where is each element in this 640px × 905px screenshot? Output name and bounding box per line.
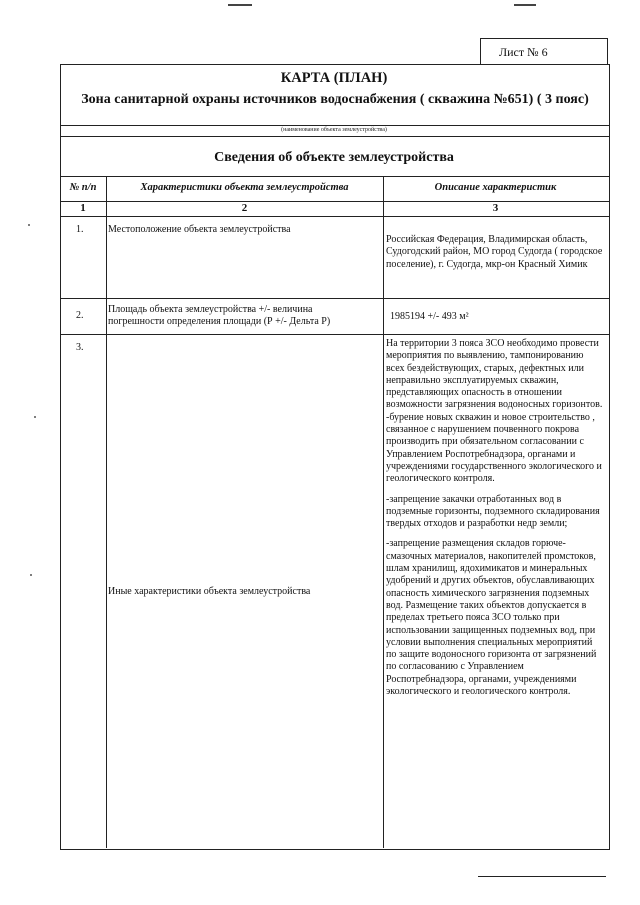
object-caption: (наименование объекта землеустройства)	[281, 127, 387, 133]
row-3-description	[386, 338, 604, 698]
column-number-3: 3	[492, 202, 499, 214]
row-1-description	[386, 234, 606, 271]
margin-speck	[30, 574, 32, 576]
row-2-description-text: 1985194 +/- 493 м²	[390, 311, 469, 322]
document-title: КАРТА (ПЛАН)	[280, 70, 388, 86]
caption-rule-bottom	[60, 136, 609, 137]
row-3-characteristic: Иные характеристики объекта землеустройства	[108, 586, 311, 597]
header-description: Описание характеристик	[434, 182, 557, 193]
caption-rule-top	[60, 125, 609, 126]
table-rule	[60, 216, 609, 217]
header-num: № п/п	[69, 182, 97, 193]
table-rule	[60, 334, 609, 335]
row-2-description	[390, 311, 604, 323]
row-2-num: 2.	[76, 310, 84, 321]
row-1-num: 1.	[76, 224, 84, 235]
row-3-num: 3.	[76, 342, 84, 353]
signature-rule	[478, 876, 606, 877]
row-3-description-paragraph-2: -запрещение закачки отработанных вод в подземные горизонты, подземного складирования твердых отходов и разработки недр земли;	[386, 493, 600, 530]
column-number-2: 2	[241, 202, 248, 214]
table-col-rule	[383, 176, 384, 848]
section-title: Сведения об объекте землеустройства	[214, 150, 454, 165]
margin-speck	[34, 416, 36, 418]
sheet-number: Лист № 6	[480, 38, 608, 65]
row-1-characteristic: Местоположение объекта землеустройства	[108, 224, 291, 235]
table-rule	[60, 298, 609, 299]
scan-mark-left	[228, 4, 252, 6]
margin-speck	[28, 224, 30, 226]
header-characteristic: Характеристики объекта землеустройства	[140, 182, 349, 193]
scan-mark-right	[514, 4, 536, 6]
table-rule	[60, 176, 609, 177]
row-2-characteristic: Площадь объекта землеустройства +/- величина погрешности определения площади (Р +/- Дельта Р)	[108, 304, 331, 328]
row-3-description-paragraph-1: На территории 3 пояса ЗСО необходимо провести мероприятия по выявлению, тампонированию всех бездействующих, старых, дефектных или неправильно эксплуатируемых скважин, представляющих опасность в отношении возможности загрязнения водоносных горизонтов. -бурение новых скважин и новое строительство , связанное с нарушением почвенного покрова производить при обязательном согласовании с Управлением Роспотребнадзора, органами и учреждениями государственного экологического и геологического контроля.	[386, 338, 603, 485]
row-1-description-text: Российская Федерация, Владимирская область, Судогодский район, МО город Судогда ( городское поселение), г. Судогда, мкр-он Красный Химик	[386, 234, 603, 270]
column-number-1: 1	[80, 202, 86, 214]
row-3-description-paragraph-3: -запрещение размещения складов горюче-смазочных материалов, накопителей промстоков, шлам хранилищ, ядохимикатов и минеральных удобрений и других объектов, обуславливающих опасность химического загрязнения подземных вод. Размещение таких объектов допускается в пределах третьего пояса ЗСО только при использовании защищенных подземных вод, при условии выполнения специальных мероприятий по защите водоносного горизонта от загрязнений по согласованию с Управлением Роспотребнадзора, органами, учреждениями экологического и геологического контроля.	[386, 538, 597, 698]
table-col-rule	[106, 176, 107, 848]
document-subtitle: Зона санитарной охраны источников водоснабжения ( скважина №651) ( 3 пояс)	[81, 92, 589, 107]
